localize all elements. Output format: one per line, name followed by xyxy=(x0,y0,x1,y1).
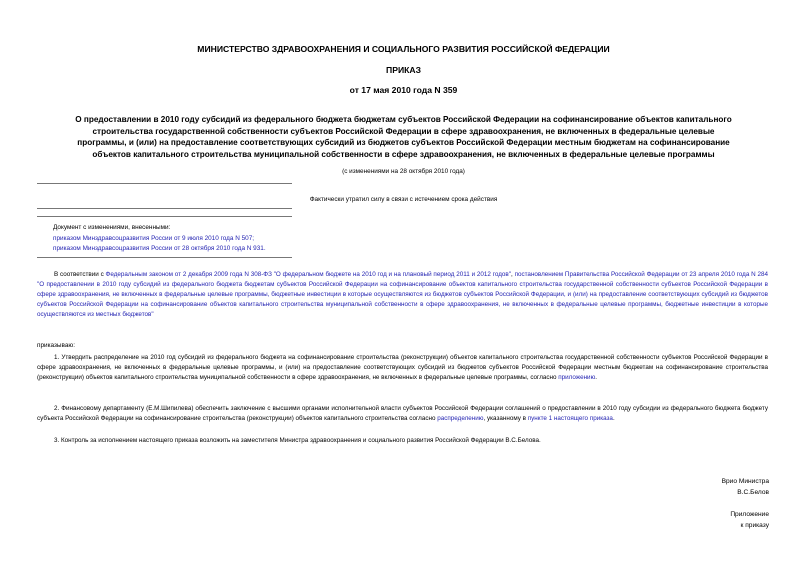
date-number-heading: от 17 мая 2010 года N 359 xyxy=(349,85,458,95)
document-title xyxy=(0,114,807,160)
divider xyxy=(37,208,292,209)
signature-position: Врио Министра xyxy=(721,478,769,485)
status-note: Фактически утратил силу в связи с истечением срока действия xyxy=(309,196,498,203)
amendments-heading: Документ с изменениями, внесенными: xyxy=(53,224,171,231)
title-line-3: программы, и (или) на предоставление соответствующих субсидий из бюджетов субъектов Российской Федерации местным бюджетам на софинансирование xyxy=(77,138,730,148)
appendix-line-2: к приказу xyxy=(740,522,769,529)
appendix-block xyxy=(730,509,769,531)
order-word: приказываю: xyxy=(37,342,75,349)
appendix-link[interactable]: приложению xyxy=(558,374,596,381)
item-2-text: 2. Финансовому департаменту (Е.М.Шипилева) обеспечить заключение с высшими органами исполнительной власти субъектов Российской Федерации соглашений о предоставлении в 2010 году субсидии из федерального бюджета бюджету субъекта Российской Федерации на софинансирование строительства (реконструкции) объектов капитального строительства согласно xyxy=(37,405,768,422)
federal-law-link[interactable]: Федеральным законом от 2 декабря 2009 года N 308-ФЗ "О федеральном бюджете на 2010 год и на плановый период 2011 и 2012 годов" xyxy=(105,271,511,278)
order-item-1 xyxy=(37,353,768,383)
preamble-prefix: В соответствии с xyxy=(54,271,106,278)
preamble-mid: , xyxy=(511,271,515,278)
divider xyxy=(37,216,292,217)
divider xyxy=(37,183,292,184)
order-item-2 xyxy=(37,404,768,424)
preamble-paragraph xyxy=(37,270,768,320)
signature-name: В.С.Белов xyxy=(737,489,769,496)
amendment-link[interactable]: приказом Минздравсоцразвития России от 28 октября 2010 года N 931. xyxy=(53,245,266,252)
title-line-1: О предоставлении в 2010 году субсидий из федерального бюджета бюджетам субъектов Российской Федерации на софинансирование объектов капитального xyxy=(75,115,732,124)
title-line-2: строительства государственной собственности субъектов Российской Федерации в сфере здравоохранения, не включенных в федеральные целевые xyxy=(92,126,715,136)
changes-note: (с изменениями на 28 октября 2010 года) xyxy=(342,168,465,175)
distribution-link[interactable]: распределению xyxy=(437,415,484,422)
item-1-text: 1. Утвердить распределение на 2010 год субсидий из федерального бюджета на софинансирование строительства (реконструкции) объектов капитального строительства государственной собственности субъектов Российской Федерации в сфере здравоохранения, не включенных в федеральные целевые программы, и (или) на предоставление соответствующих субсидий из бюджетов субъектов Российской Федерации местным бюджетам на софинансирование строительства (реконструкции) объектов капитального строительства муниципальной собственности в сфере здравоохранения, не включенных в федеральные целевые программы, согласно xyxy=(37,354,768,381)
amendments-block xyxy=(53,223,266,255)
point-1-link[interactable]: пункте 1 настоящего приказа xyxy=(527,415,613,422)
signature-block xyxy=(722,476,769,498)
doc-type-heading: ПРИКАЗ xyxy=(386,65,421,75)
government-decree-link[interactable]: постановлением Правительства Российской Федерации от 23 апреля 2010 года N 284 "О предоставлении в 2010 году субсидий из федерального бюджета бюджетам субъектов Российской Федерации на софинансирование объектов капитального строительства государственной собственности субъектов Российской Федерации в сфере здравоохранения, не включенных в федеральные целевые программы, бюджетные инвестиции в которые осуществляются из бюджетов субъектов Российской Федерации, и (или) на предоставление соответствующих субсидий из бюджетов субъектов Российской Федерации на софинансирование объектов капитального строительства муниципальной собственности в сфере здравоохранения, не включенных в федеральные целевые программы, бюджетные инвестиции в которые осуществляются из местных бюджетов" xyxy=(37,271,769,318)
title-line-4: объектов капитального строительства муниципальной собственности в сфере здравоохранения, не включенных в федеральные целевые программы xyxy=(92,149,715,159)
item-2-end: . xyxy=(612,415,615,422)
item-1-end: . xyxy=(595,374,598,381)
item-2-mid: , указанному в xyxy=(483,415,528,422)
appendix-line-1: Приложение xyxy=(730,511,769,518)
divider xyxy=(37,257,292,258)
order-item-3: 3. Контроль за исполнением настоящего приказа возложить на заместителя Министра здравоохранения и социального развития Российской Федерации В.С.Белова. xyxy=(54,437,541,444)
ministry-heading: МИНИСТЕРСТВО ЗДРАВООХРАНЕНИЯ И СОЦИАЛЬНОГО РАЗВИТИЯ РОССИЙСКОЙ ФЕДЕРАЦИИ xyxy=(197,44,610,54)
amendment-link[interactable]: приказом Минздравсоцразвития России от 9 июля 2010 года N 507; xyxy=(53,234,255,242)
